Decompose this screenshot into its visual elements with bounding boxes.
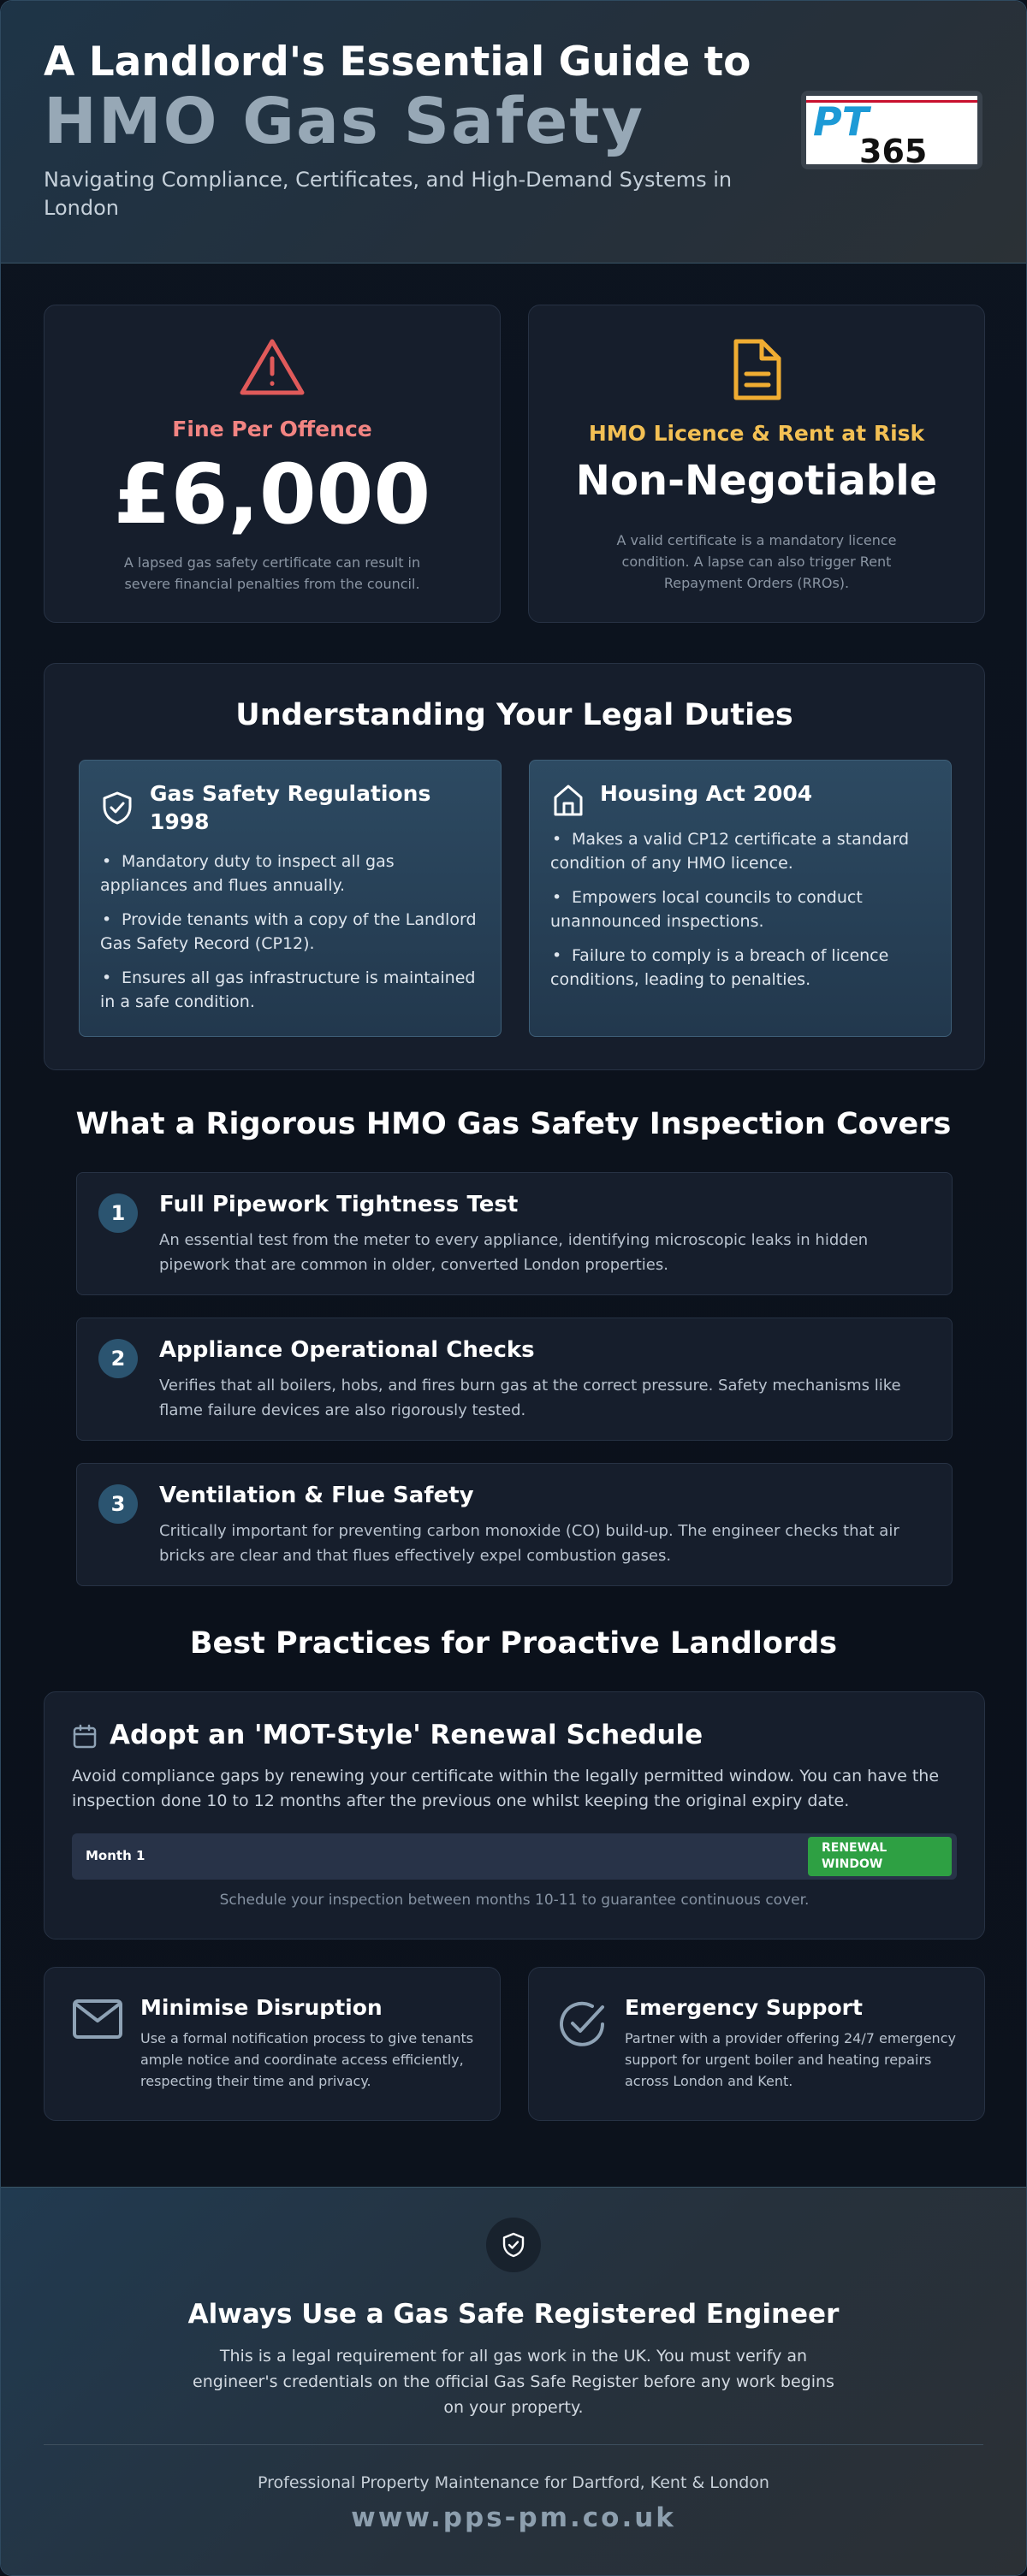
step-title: Appliance Operational Checks <box>159 1337 535 1363</box>
house-icon <box>552 783 585 820</box>
legal-duties-section <box>44 663 985 1070</box>
card-title: Emergency Support <box>625 1995 863 2020</box>
fine-description: A lapsed gas safety certificate can result in severe financial penalties from the council. <box>123 554 421 592</box>
duty-title: Gas Safety Regulations 1998 <box>150 781 431 834</box>
licence-label: HMO Licence & Rent at Risk <box>588 421 925 446</box>
card-description: Partner with a provider offering 24/7 emergency support for urgent boiler and heating repairs across London and Kent. <box>625 2030 956 2089</box>
inspection-step-1 <box>76 1172 953 1295</box>
fine-card <box>44 305 501 623</box>
duty-bullet: • Provide tenants with a copy of the Landlord Gas Safety Record (CP12). <box>100 910 477 953</box>
logo-text-bottom: 365 <box>859 133 928 164</box>
shield-check-icon <box>486 2218 541 2272</box>
step-title: Full Pipework Tightness Test <box>159 1192 519 1217</box>
inspection-step-3 <box>76 1463 953 1586</box>
licence-description: A valid certificate is a mandatory licence condition. A lapse can also trigger Rent Repayment Orders (RROs). <box>616 532 897 591</box>
footer-tagline: Professional Property Maintenance for Dartford, Kent & London <box>258 2473 769 2492</box>
emergency-support-card <box>528 1967 985 2121</box>
header-subtitle: Navigating Compliance, Certificates, and High-Demand Systems in London <box>44 168 733 220</box>
logo-graphic <box>806 96 977 164</box>
step-title: Ventilation & Flue Safety <box>159 1483 474 1508</box>
warning-triangle-icon <box>45 336 500 405</box>
renewal-window-badge: RENEWAL WINDOW <box>808 1837 952 1876</box>
website-link[interactable]: www.pps-pm.co.uk <box>351 2502 676 2533</box>
duty-bullet: • Makes a valid CP12 certificate a standard condition of any HMO licence. <box>550 830 910 873</box>
step-number-badge: 3 <box>98 1484 138 1524</box>
minimise-disruption-card <box>44 1967 501 2121</box>
duty-bullet: • Mandatory duty to inspect all gas appliances and flues annually. <box>100 852 395 895</box>
step-description: Verifies that all boilers, hobs, and fires burn gas at the correct pressure. Safety mechanisms like flame failure devices are also rigorously tested. <box>159 1377 901 1419</box>
licence-value: Non-Negotiable <box>575 457 938 505</box>
check-circle-icon <box>556 1999 608 2053</box>
footer-divider <box>44 2444 983 2445</box>
header <box>1 1 1026 264</box>
envelope-icon <box>72 1999 123 2043</box>
legal-duties-title: Understanding Your Legal Duties <box>235 698 793 732</box>
card-description: Use a formal notification process to give tenants ample notice and coordinate access efficiently, respecting their time and privacy. <box>140 2030 474 2089</box>
step-description: Critically important for preventing carbon monoxide (CO) build-up. The engineer checks that air bricks are clear and that flues effectively expel combustion gases. <box>159 1522 899 1565</box>
renewal-description: Avoid compliance gaps by renewing your certificate within the legally permitted window. You can have the inspection done 10 to 12 months after the previous one whilst keeping the original expiry date. <box>72 1767 940 1810</box>
footer-title: Always Use a Gas Safe Registered Engineer <box>187 2299 840 2330</box>
shield-check-icon <box>102 791 133 828</box>
company-logo <box>801 91 982 169</box>
duty-card-gas-safety <box>79 760 502 1037</box>
document-icon <box>529 338 984 406</box>
footer <box>1 2187 1026 2576</box>
licence-card <box>528 305 985 623</box>
renewal-timeline <box>72 1833 957 1880</box>
renewal-schedule-card <box>44 1691 985 1939</box>
duty-bullet: • Ensures all gas infrastructure is maintained in a safe condition. <box>100 968 476 1011</box>
duty-bullet-list <box>550 827 930 1002</box>
duty-bullet: • Empowers local councils to conduct unannounced inspections. <box>550 888 863 931</box>
title-line-1: A Landlord's Essential Guide to <box>44 38 751 86</box>
fine-label: Fine Per Offence <box>172 417 372 441</box>
footer-description: This is a legal requirement for all gas work in the UK. You must verify an engineer's credentials on the official Gas Safe Register before any work begins on your property. <box>193 2347 834 2417</box>
best-practices-title: Best Practices for Proactive Landlords <box>189 1626 838 1661</box>
renewal-note: Schedule your inspection between months 10-11 to guarantee continuous cover. <box>219 1892 810 1909</box>
step-number-badge: 1 <box>98 1193 138 1233</box>
fine-amount: £6,000 <box>113 447 431 542</box>
renewal-title: Adopt an 'MOT-Style' Renewal Schedule <box>110 1720 703 1750</box>
title-line-2: HMO Gas Safety <box>44 85 644 158</box>
logo-text-top: PT <box>813 98 870 145</box>
card-title: Minimise Disruption <box>140 1995 383 2020</box>
duty-bullet: • Failure to comply is a breach of licence conditions, leading to penalties. <box>550 946 889 989</box>
calendar-icon <box>72 1724 98 1753</box>
duty-card-housing-act <box>529 760 952 1037</box>
step-description: An essential test from the meter to every appliance, identifying microscopic leaks in hidden pipework that are common in older, converted London properties. <box>159 1231 869 1274</box>
timeline-start-label: Month 1 <box>86 1848 145 1863</box>
duty-bullet-list <box>100 850 480 1024</box>
inspection-title: What a Rigorous HMO Gas Safety Inspection Covers <box>75 1107 952 1141</box>
duty-title: Housing Act 2004 <box>600 781 813 806</box>
step-number-badge: 2 <box>98 1339 138 1378</box>
inspection-step-2 <box>76 1318 953 1441</box>
